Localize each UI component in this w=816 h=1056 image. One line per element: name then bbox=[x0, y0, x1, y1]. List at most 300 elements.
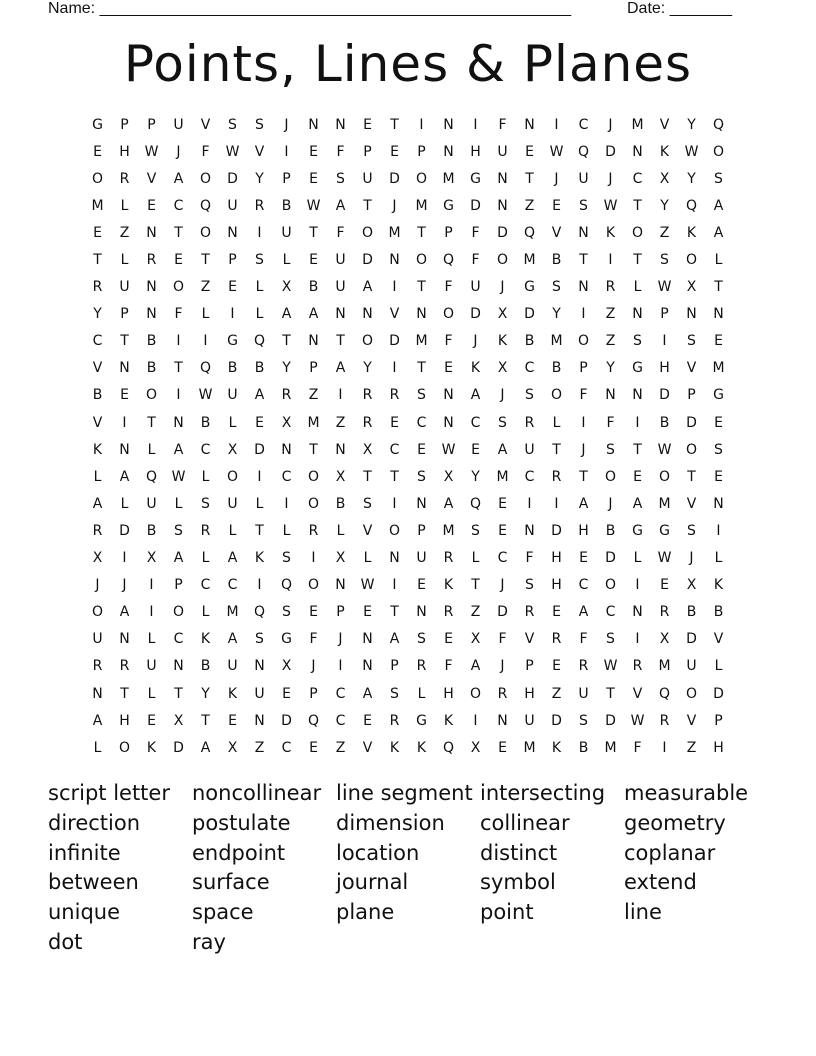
word-list-item: unique bbox=[48, 900, 121, 925]
grid-letter: I bbox=[527, 495, 532, 512]
letter-grid bbox=[84, 111, 732, 761]
grid-letter: O bbox=[388, 522, 401, 539]
grid-letter: K bbox=[551, 739, 562, 756]
grid-letter: T bbox=[525, 170, 534, 187]
grid-letter: N bbox=[416, 604, 427, 621]
grid-letter: N bbox=[443, 143, 454, 160]
grid-letter: M bbox=[523, 252, 536, 269]
grid-letter: P bbox=[525, 658, 534, 675]
word-list-item: space bbox=[192, 900, 254, 925]
word-list-item: script letter bbox=[48, 781, 170, 805]
grid-letter: E bbox=[363, 712, 372, 729]
grid-letter: Z bbox=[686, 739, 697, 756]
grid-letter: V bbox=[389, 306, 400, 323]
grid-letter: F bbox=[498, 116, 507, 133]
grid-letter: O bbox=[307, 468, 320, 485]
grid-letter: S bbox=[633, 333, 642, 350]
grid-letter: A bbox=[470, 387, 481, 404]
grid-letter: I bbox=[392, 279, 397, 296]
grid-letter: S bbox=[687, 333, 696, 350]
grid-letter: P bbox=[147, 116, 156, 133]
grid-letter: X bbox=[281, 658, 292, 675]
grid-letter: I bbox=[635, 577, 640, 594]
grid-letter: L bbox=[147, 441, 156, 458]
grid-letter: R bbox=[659, 604, 670, 621]
grid-letter: P bbox=[417, 143, 426, 160]
grid-letter: A bbox=[578, 604, 589, 621]
grid-letter: T bbox=[687, 468, 696, 485]
grid-letter: T bbox=[174, 685, 183, 702]
grid-letter: E bbox=[417, 577, 426, 594]
grid-letter: S bbox=[525, 387, 534, 404]
grid-letter: X bbox=[173, 712, 184, 729]
grid-letter: E bbox=[174, 252, 183, 269]
grid-letter: N bbox=[389, 550, 400, 567]
grid-letter: O bbox=[118, 739, 131, 756]
grid-letter: O bbox=[199, 224, 212, 241]
grid-letter: M bbox=[631, 116, 644, 133]
grid-letter: J bbox=[311, 658, 316, 675]
grid-letter: G bbox=[281, 631, 292, 648]
grid-letter: U bbox=[335, 252, 346, 269]
grid-letter: E bbox=[552, 658, 561, 675]
grid-letter: I bbox=[338, 658, 343, 675]
word-list-item: ray bbox=[192, 929, 226, 954]
grid-letter: C bbox=[200, 441, 211, 458]
grid-letter: J bbox=[500, 279, 505, 296]
grid-letter: L bbox=[201, 468, 210, 485]
grid-letter: T bbox=[309, 441, 318, 458]
grid-letter: I bbox=[122, 414, 127, 431]
grid-letter: E bbox=[633, 468, 642, 485]
grid-letter: Z bbox=[335, 739, 346, 756]
grid-letter: E bbox=[282, 685, 291, 702]
grid-letter: P bbox=[120, 306, 129, 323]
grid-letter: I bbox=[581, 306, 586, 323]
grid-letter: K bbox=[713, 577, 724, 594]
grid-letter: F bbox=[174, 306, 183, 323]
grid-letter: J bbox=[500, 577, 505, 594]
grid-letter: Z bbox=[119, 224, 130, 241]
grid-letter: V bbox=[659, 116, 670, 133]
grid-letter: D bbox=[551, 712, 562, 729]
word-list-item: endpoint bbox=[192, 840, 286, 865]
grid-letter: J bbox=[338, 631, 343, 648]
grid-letter: L bbox=[255, 495, 264, 512]
grid-letter: M bbox=[496, 468, 509, 485]
grid-letter: N bbox=[416, 495, 427, 512]
grid-letter: A bbox=[713, 224, 724, 241]
grid-letter: E bbox=[714, 414, 723, 431]
grid-letter: U bbox=[335, 279, 346, 296]
grid-letter: B bbox=[659, 414, 670, 431]
grid-letter: O bbox=[631, 224, 644, 241]
grid-letter: F bbox=[498, 631, 507, 648]
grid-letter: W bbox=[144, 143, 159, 160]
grid-letter: E bbox=[255, 414, 264, 431]
grid-letter: R bbox=[632, 658, 643, 675]
grid-letter: Q bbox=[577, 143, 590, 160]
grid-letter: E bbox=[444, 360, 453, 377]
grid-letter: X bbox=[659, 170, 670, 187]
grid-letter: N bbox=[686, 306, 697, 323]
grid-letter: R bbox=[416, 658, 427, 675]
word-list-item: noncollinear bbox=[192, 781, 322, 805]
grid-letter: U bbox=[146, 658, 157, 675]
grid-letter: R bbox=[92, 522, 103, 539]
grid-letter: L bbox=[120, 197, 129, 214]
grid-letter: Z bbox=[659, 224, 670, 241]
grid-letter: E bbox=[363, 116, 372, 133]
grid-letter: A bbox=[173, 550, 184, 567]
grid-letter: D bbox=[605, 550, 616, 567]
grid-letter: V bbox=[632, 685, 643, 702]
grid-letter: I bbox=[473, 712, 478, 729]
grid-letter: N bbox=[497, 170, 508, 187]
grid-letter: I bbox=[662, 333, 667, 350]
grid-letter: E bbox=[525, 143, 534, 160]
grid-letter: A bbox=[92, 712, 103, 729]
grid-letter: N bbox=[578, 279, 589, 296]
grid-letter: J bbox=[608, 170, 613, 187]
grid-letter: T bbox=[390, 604, 399, 621]
grid-letter: B bbox=[713, 604, 724, 621]
grid-letter: S bbox=[417, 387, 426, 404]
grid-letter: A bbox=[119, 468, 130, 485]
grid-letter: R bbox=[362, 414, 373, 431]
grid-letter: O bbox=[361, 224, 374, 241]
grid-letter: A bbox=[173, 170, 184, 187]
grid-letter: O bbox=[658, 468, 671, 485]
grid-letter: R bbox=[497, 685, 508, 702]
grid-letter: J bbox=[473, 333, 478, 350]
grid-letter: O bbox=[685, 441, 698, 458]
grid-letter: N bbox=[443, 387, 454, 404]
grid-letter: I bbox=[419, 116, 424, 133]
grid-letter: E bbox=[660, 577, 669, 594]
grid-letter: W bbox=[171, 468, 186, 485]
grid-letter: E bbox=[93, 143, 102, 160]
grid-letter: N bbox=[281, 441, 292, 458]
grid-letter: T bbox=[606, 685, 615, 702]
grid-letter: H bbox=[119, 712, 130, 729]
grid-letter: R bbox=[389, 387, 400, 404]
grid-letter: L bbox=[120, 252, 129, 269]
grid-letter: O bbox=[199, 170, 212, 187]
grid-letter: U bbox=[524, 712, 535, 729]
grid-letter: U bbox=[497, 143, 508, 160]
grid-letter: W bbox=[630, 712, 645, 729]
grid-letter: Q bbox=[469, 495, 482, 512]
grid-letter: R bbox=[308, 522, 319, 539]
grid-letter: O bbox=[712, 143, 725, 160]
grid-letter: X bbox=[92, 550, 103, 567]
grid-letter: R bbox=[119, 658, 130, 675]
grid-letter: N bbox=[497, 712, 508, 729]
grid-letter: L bbox=[282, 252, 291, 269]
grid-letter: X bbox=[281, 414, 292, 431]
grid-letter: A bbox=[254, 387, 265, 404]
grid-letter: S bbox=[282, 604, 291, 621]
grid-letter: C bbox=[389, 441, 400, 458]
word-list-item: location bbox=[336, 840, 420, 865]
grid-letter: T bbox=[309, 224, 318, 241]
grid-letter: E bbox=[309, 739, 318, 756]
grid-letter: A bbox=[227, 550, 238, 567]
grid-letter: X bbox=[443, 468, 454, 485]
grid-letter: D bbox=[551, 522, 562, 539]
grid-letter: T bbox=[363, 468, 372, 485]
grid-letter: C bbox=[470, 414, 481, 431]
grid-letter: I bbox=[608, 252, 613, 269]
grid-letter: T bbox=[201, 252, 210, 269]
grid-letter: C bbox=[92, 333, 103, 350]
grid-letter: X bbox=[686, 577, 697, 594]
grid-letter: S bbox=[471, 522, 480, 539]
grid-letter: Q bbox=[442, 252, 455, 269]
grid-letter: X bbox=[227, 441, 238, 458]
grid-letter: K bbox=[254, 550, 265, 567]
grid-letter: I bbox=[284, 143, 289, 160]
grid-letter: B bbox=[524, 333, 535, 350]
grid-letter: N bbox=[119, 360, 130, 377]
grid-letter: Q bbox=[253, 604, 266, 621]
grid-letter: L bbox=[552, 414, 561, 431]
grid-letter: C bbox=[173, 197, 184, 214]
grid-letter: H bbox=[578, 522, 589, 539]
grid-letter: T bbox=[363, 197, 372, 214]
grid-letter: Y bbox=[471, 468, 480, 485]
grid-letter: T bbox=[633, 252, 642, 269]
grid-letter: P bbox=[336, 604, 345, 621]
word-list-item: line bbox=[624, 900, 662, 925]
grid-letter: O bbox=[307, 495, 320, 512]
grid-letter: E bbox=[147, 712, 156, 729]
grid-letter: A bbox=[362, 685, 373, 702]
grid-letter: V bbox=[92, 414, 103, 431]
grid-letter: I bbox=[635, 414, 640, 431]
grid-letter: F bbox=[201, 143, 210, 160]
grid-letter: I bbox=[149, 604, 154, 621]
word-list-item: measurable bbox=[624, 781, 749, 805]
grid-letter: J bbox=[581, 441, 586, 458]
grid-letter: D bbox=[281, 712, 292, 729]
grid-letter: B bbox=[308, 279, 319, 296]
grid-letter: I bbox=[176, 387, 181, 404]
grid-letter: F bbox=[444, 333, 453, 350]
grid-letter: M bbox=[442, 522, 455, 539]
grid-letter: R bbox=[119, 170, 130, 187]
grid-letter: A bbox=[173, 441, 184, 458]
grid-letter: Z bbox=[524, 197, 535, 214]
grid-letter: O bbox=[469, 685, 482, 702]
grid-letter: T bbox=[147, 414, 156, 431]
grid-letter: K bbox=[443, 577, 454, 594]
grid-letter: I bbox=[473, 116, 478, 133]
grid-letter: T bbox=[417, 360, 426, 377]
grid-letter: Y bbox=[606, 360, 615, 377]
grid-letter: D bbox=[605, 143, 616, 160]
grid-letter: C bbox=[200, 577, 211, 594]
grid-letter: E bbox=[714, 468, 723, 485]
grid-letter: S bbox=[255, 252, 264, 269]
word-list-item: coplanar bbox=[624, 840, 716, 865]
grid-letter: X bbox=[146, 550, 157, 567]
grid-letter: W bbox=[441, 441, 456, 458]
grid-letter: F bbox=[471, 224, 480, 241]
grid-letter: L bbox=[147, 631, 156, 648]
grid-letter: G bbox=[632, 360, 643, 377]
grid-letter: E bbox=[309, 604, 318, 621]
grid-letter: K bbox=[200, 631, 211, 648]
word-list-item: collinear bbox=[480, 810, 570, 835]
grid-letter: N bbox=[335, 116, 346, 133]
grid-letter: J bbox=[500, 658, 505, 675]
grid-letter: K bbox=[389, 739, 400, 756]
grid-letter: X bbox=[362, 441, 373, 458]
name-field: Name: _____________________________________________________ bbox=[48, 0, 572, 17]
word-list-item: surface bbox=[192, 870, 270, 895]
page-title: Points, Lines & Planes bbox=[123, 35, 693, 93]
grid-letter: E bbox=[93, 224, 102, 241]
grid-letter: J bbox=[176, 143, 181, 160]
grid-letter: S bbox=[282, 550, 291, 567]
grid-letter: N bbox=[146, 224, 157, 241]
grid-letter: K bbox=[92, 441, 103, 458]
grid-letter: B bbox=[551, 252, 562, 269]
word-list-item: point bbox=[480, 900, 534, 925]
grid-letter: S bbox=[228, 116, 237, 133]
grid-letter: K bbox=[227, 685, 238, 702]
grid-letter: L bbox=[174, 495, 183, 512]
grid-letter: W bbox=[603, 658, 618, 675]
grid-letter: Q bbox=[199, 360, 212, 377]
grid-letter: V bbox=[200, 116, 211, 133]
grid-letter: B bbox=[227, 360, 238, 377]
grid-letter: V bbox=[92, 360, 103, 377]
grid-letter: E bbox=[417, 441, 426, 458]
grid-letter: S bbox=[660, 252, 669, 269]
grid-letter: E bbox=[552, 604, 561, 621]
grid-letter: I bbox=[338, 387, 343, 404]
grid-letter: C bbox=[578, 577, 589, 594]
grid-letter: R bbox=[146, 252, 157, 269]
grid-letter: B bbox=[200, 414, 211, 431]
grid-letter: N bbox=[416, 306, 427, 323]
grid-letter: R bbox=[659, 712, 670, 729]
grid-letter: D bbox=[470, 306, 481, 323]
grid-letter: B bbox=[92, 387, 103, 404]
grid-letter: E bbox=[579, 550, 588, 567]
grid-letter: R bbox=[605, 279, 616, 296]
grid-letter: Y bbox=[363, 360, 372, 377]
grid-letter: H bbox=[470, 143, 481, 160]
grid-letter: S bbox=[336, 170, 345, 187]
grid-letter: F bbox=[444, 279, 453, 296]
grid-letter: G bbox=[524, 279, 535, 296]
grid-letter: U bbox=[470, 279, 481, 296]
grid-letter: C bbox=[524, 360, 535, 377]
grid-letter: V bbox=[686, 360, 697, 377]
grid-letter: E bbox=[147, 197, 156, 214]
grid-letter: F bbox=[579, 631, 588, 648]
grid-letter: G bbox=[713, 387, 724, 404]
grid-letter: D bbox=[659, 387, 670, 404]
grid-letter: W bbox=[198, 387, 213, 404]
grid-letter: D bbox=[362, 252, 373, 269]
grid-letter: D bbox=[470, 197, 481, 214]
grid-letter: G bbox=[92, 116, 103, 133]
grid-letter: V bbox=[254, 143, 265, 160]
grid-letter: Q bbox=[442, 739, 455, 756]
grid-letter: N bbox=[335, 577, 346, 594]
grid-letter: O bbox=[442, 306, 455, 323]
grid-letter: K bbox=[659, 143, 670, 160]
grid-letter: P bbox=[309, 685, 318, 702]
grid-letter: B bbox=[578, 739, 589, 756]
grid-letter: L bbox=[714, 252, 723, 269]
grid-letter: B bbox=[605, 522, 616, 539]
grid-letter: A bbox=[362, 279, 373, 296]
grid-letter: S bbox=[363, 495, 372, 512]
grid-letter: U bbox=[578, 685, 589, 702]
grid-letter: V bbox=[362, 739, 373, 756]
grid-letter: N bbox=[335, 306, 346, 323]
grid-letter: E bbox=[309, 143, 318, 160]
grid-letter: G bbox=[632, 522, 643, 539]
grid-letter: Y bbox=[552, 306, 561, 323]
grid-letter: V bbox=[362, 522, 373, 539]
grid-letter: H bbox=[551, 550, 562, 567]
grid-letter: X bbox=[227, 739, 238, 756]
grid-letter: S bbox=[417, 468, 426, 485]
grid-letter: F bbox=[606, 414, 615, 431]
grid-letter: J bbox=[284, 116, 289, 133]
grid-letter: S bbox=[498, 414, 507, 431]
grid-letter: W bbox=[657, 441, 672, 458]
date-field: Date: _______ bbox=[627, 0, 732, 17]
grid-letter: N bbox=[389, 252, 400, 269]
grid-letter: O bbox=[415, 252, 428, 269]
grid-letter: Y bbox=[93, 306, 102, 323]
grid-letter: U bbox=[119, 279, 130, 296]
grid-letter: E bbox=[390, 414, 399, 431]
grid-letter: I bbox=[635, 631, 640, 648]
grid-letter: C bbox=[578, 116, 589, 133]
grid-letter: R bbox=[200, 522, 211, 539]
grid-letter: R bbox=[254, 197, 265, 214]
grid-letter: I bbox=[176, 333, 181, 350]
grid-letter: G bbox=[659, 522, 670, 539]
grid-letter: D bbox=[389, 333, 400, 350]
word-list-item: journal bbox=[336, 870, 409, 895]
grid-letter: A bbox=[335, 197, 346, 214]
grid-letter: K bbox=[470, 360, 481, 377]
grid-letter: S bbox=[552, 279, 561, 296]
grid-letter: J bbox=[122, 577, 127, 594]
grid-letter: P bbox=[390, 658, 399, 675]
grid-letter: P bbox=[282, 170, 291, 187]
grid-letter: J bbox=[500, 387, 505, 404]
grid-letter: L bbox=[282, 522, 291, 539]
grid-letter: N bbox=[335, 441, 346, 458]
grid-letter: Y bbox=[282, 360, 291, 377]
grid-letter: A bbox=[281, 306, 292, 323]
grid-letter: Q bbox=[280, 577, 293, 594]
grid-letter: E bbox=[498, 495, 507, 512]
grid-letter: I bbox=[257, 468, 262, 485]
grid-letter: L bbox=[255, 306, 264, 323]
